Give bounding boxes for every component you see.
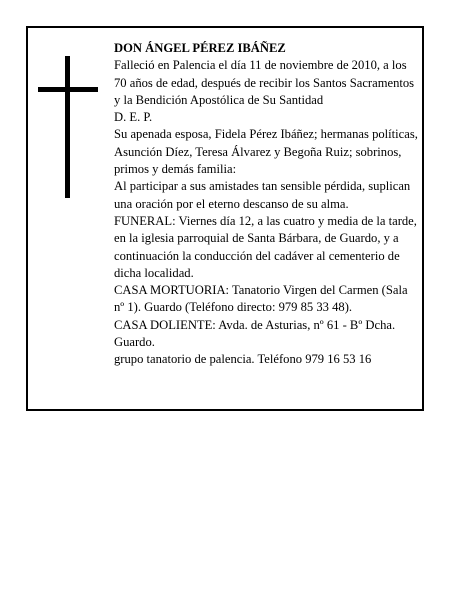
obituary-text	[114, 40, 420, 369]
funeral-group-contact: grupo tanatorio de palencia. Teléfono 979 16 53 16	[114, 352, 372, 367]
cross-horizontal-bar	[38, 87, 98, 92]
family-home-address: CASA DOLIENTE: Avda. de Asturias, nº 61 - Bº Dcha. Guardo.	[114, 317, 396, 350]
family-members: Su apenada esposa, Fidela Pérez Ibáñez; hermanas políticas, Asunción Díez, Teresa Álvarez y Begoña Ruiz; sobrinos, primos y demás familia:	[114, 127, 418, 177]
funeral-details: FUNERAL: Viernes día 12, a las cuatro y media de la tarde, en la iglesia parroquial de Santa Bárbara, de Guardo, y a continuación la conducción del cadáver al cementerio de dicha localidad.	[114, 213, 417, 280]
latin-cross-icon	[38, 56, 98, 198]
prayer-request: Al participar a sus amistades tan sensible pérdida, suplican una oración por el eterno descanso de su alma.	[114, 179, 411, 211]
cross-vertical-bar	[65, 56, 70, 198]
deceased-name: DON ÁNGEL PÉREZ IBÁÑEZ	[114, 41, 286, 55]
death-announcement: Falleció en Palencia el día 11 de noviembre de 2010, a los 70 años de edad, después de recibir los Santos Sacramentos y la Bendición Apostólica de Su Santidad	[114, 58, 415, 107]
funeral-home-details: CASA MORTUORIA: Tanatorio Virgen del Carmen (Sala nº 1). Guardo (Teléfono directo: 979 85 33 48).	[114, 283, 408, 315]
rest-in-peace: D. E. P.	[114, 110, 153, 125]
obituary-notice	[26, 26, 424, 411]
